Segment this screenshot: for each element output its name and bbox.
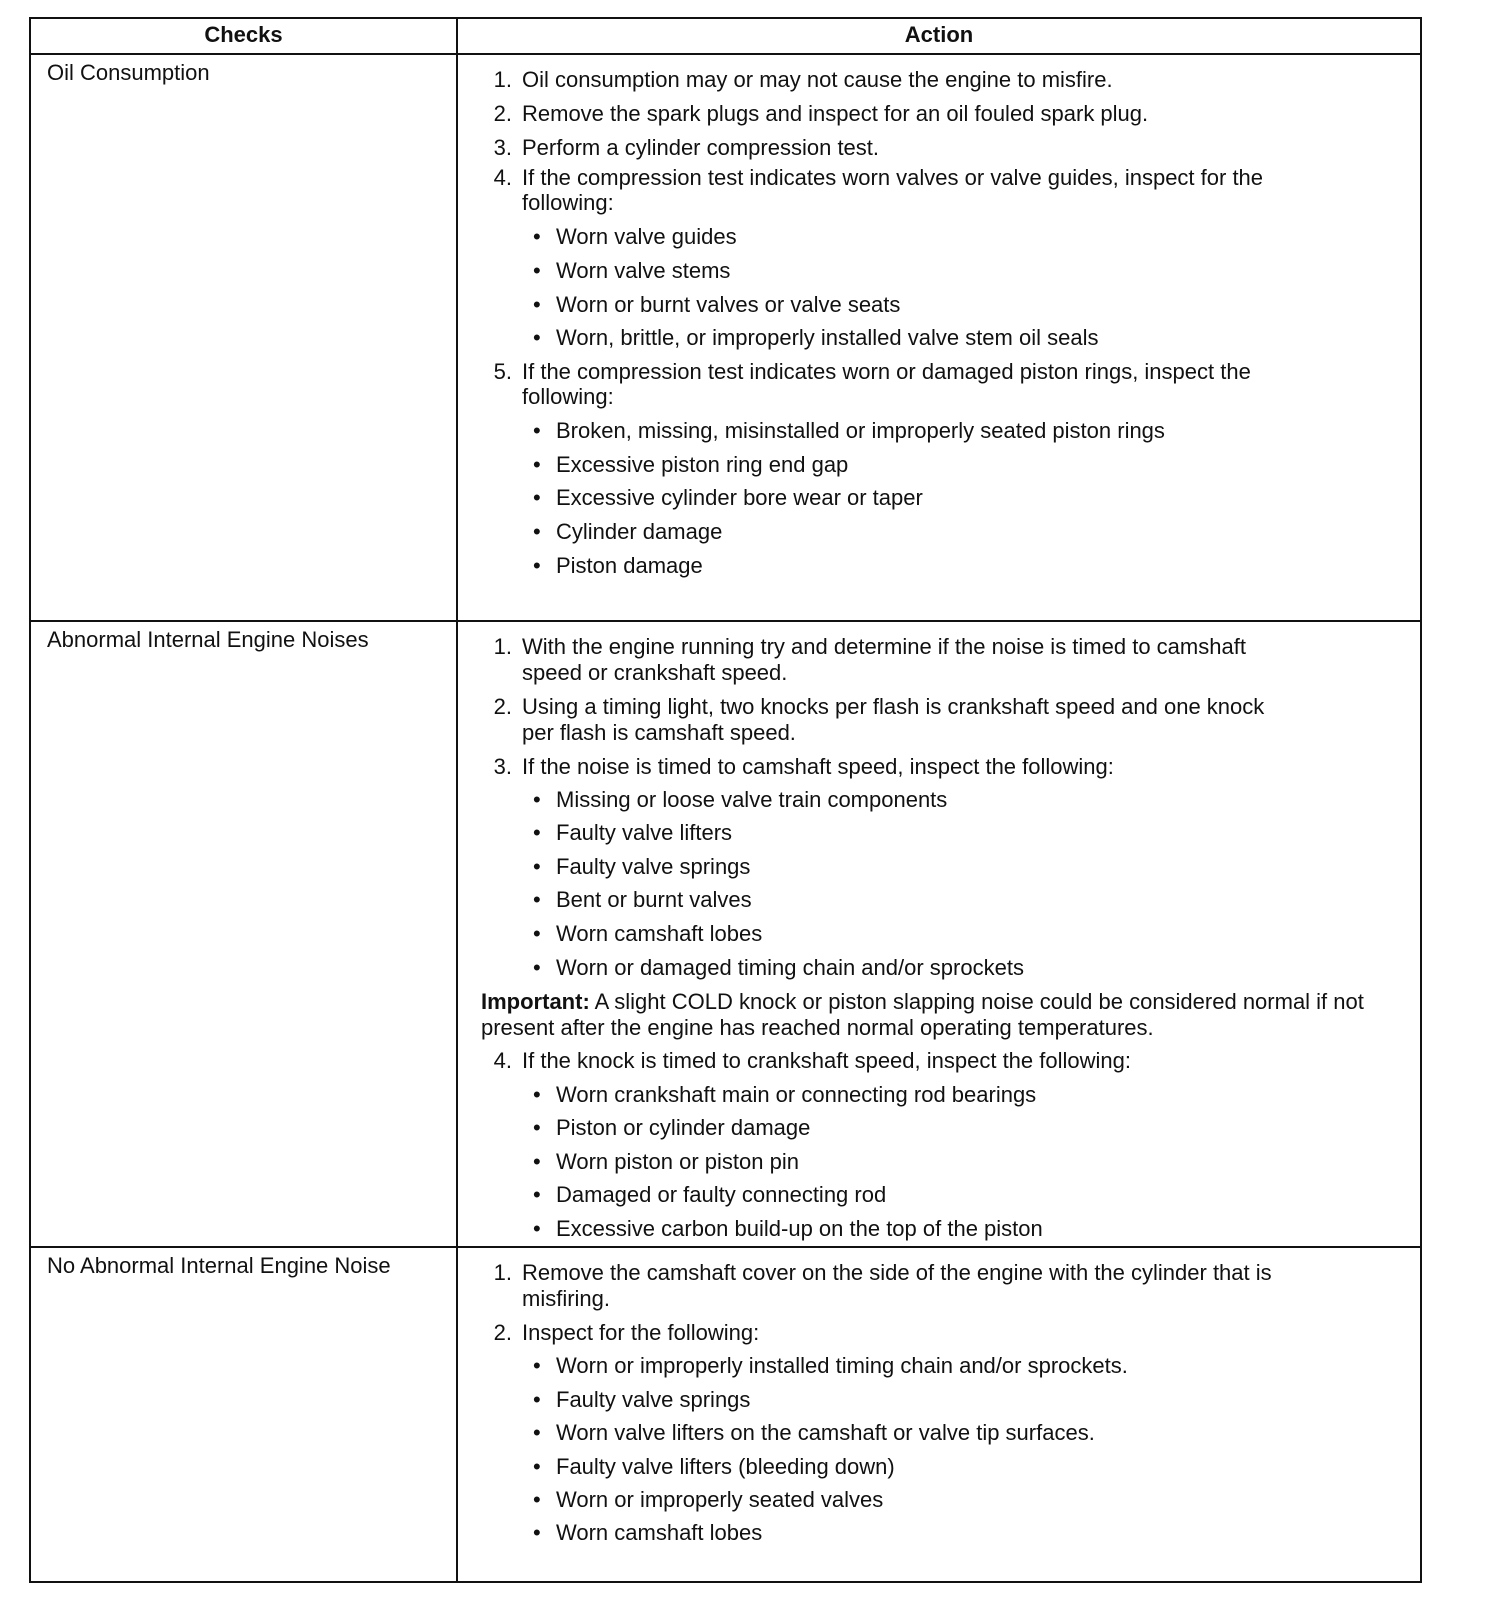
bullet-icon: • [533,820,541,845]
header-checks: Checks [204,22,283,47]
step-text: following: [522,190,614,215]
header-action: Action [904,22,974,47]
important-label: Important: [481,989,590,1014]
bullet-item: Missing or loose valve train components [556,787,948,812]
bullet-icon: • [533,955,541,980]
step-number: 2. [493,1320,512,1345]
step-text: following: [522,384,614,409]
bullet-icon: • [533,452,541,477]
step-text: per flash is camshaft speed. [522,720,796,745]
table-border-left [29,17,31,1583]
bullet-icon: • [533,553,541,578]
step-number: 4. [493,165,512,190]
step-text: If the knock is timed to crankshaft speed, inspect the following: [522,1048,1131,1073]
bullet-item: Faulty valve springs [556,1387,751,1412]
bullet-item: Worn or improperly seated valves [556,1487,884,1512]
bullet-icon: • [533,1216,541,1241]
check-oil-consumption: Oil Consumption [47,60,210,85]
step-number: 2. [493,694,512,719]
row-divider-2 [29,1246,1422,1248]
bullet-item: Worn camshaft lobes [556,921,763,946]
bullet-item: Worn valve stems [556,258,731,283]
bullet-icon: • [533,1115,541,1140]
step-text: speed or crankshaft speed. [522,660,788,685]
bullet-item: Broken, missing, misinstalled or improperly seated piston rings [556,418,1165,443]
bullet-icon: • [533,1387,541,1412]
bullet-icon: • [533,292,541,317]
step-number: 1. [493,1260,512,1285]
bullet-icon: • [533,224,541,249]
step-number: 1. [493,67,512,92]
step-text: If the noise is timed to camshaft speed, inspect the following: [522,754,1114,779]
bullet-icon: • [533,921,541,946]
bullet-item: Damaged or faulty connecting rod [556,1182,887,1207]
bullet-item: Worn camshaft lobes [556,1520,763,1545]
bullet-item: Piston or cylinder damage [556,1115,811,1140]
column-divider [456,17,458,1583]
step-text: Remove the camshaft cover on the side of the engine with the cylinder that is [522,1260,1272,1285]
step-number: 3. [493,754,512,779]
bullet-item: Worn piston or piston pin [556,1149,799,1174]
step-number: 5. [493,359,512,384]
row-divider-1 [29,620,1422,622]
bullet-icon: • [533,787,541,812]
bullet-item: Worn valve guides [556,224,737,249]
bullet-item: Worn, brittle, or improperly installed valve stem oil seals [556,325,1099,350]
bullet-item: Excessive cylinder bore wear or taper [556,485,923,510]
bullet-icon: • [533,485,541,510]
step-text: If the compression test indicates worn valves or valve guides, inspect for the [522,165,1264,190]
bullet-icon: • [533,1353,541,1378]
check-abnormal-noises: Abnormal Internal Engine Noises [47,627,369,652]
bullet-item: Faulty valve lifters (bleeding down) [556,1454,895,1479]
step-text: If the compression test indicates worn or damaged piston rings, inspect the [522,359,1251,384]
bullet-icon: • [533,854,541,879]
step-text: misfiring. [522,1286,611,1311]
bullet-item: Excessive piston ring end gap [556,452,849,477]
bullet-icon: • [533,887,541,912]
bullet-item: Worn or burnt valves or valve seats [556,292,901,317]
important-text: A slight COLD knock or piston slapping noise could be considered normal if not present after the engine has reached normal operating temperatures. [481,989,1364,1040]
table-border-top [29,17,1422,19]
step-number: 1. [493,634,512,659]
bullet-item: Faulty valve springs [556,854,751,879]
bullet-icon: • [533,1487,541,1512]
bullet-item: Worn crankshaft main or connecting rod bearings [556,1082,1037,1107]
important-note [481,989,1401,1041]
bullet-icon: • [533,1420,541,1445]
bullet-item: Bent or burnt valves [556,887,752,912]
step-number: 3. [493,135,512,160]
step-text: Remove the spark plugs and inspect for an oil fouled spark plug. [522,101,1149,126]
header-divider [29,53,1422,55]
table-border-right [1420,17,1422,1583]
bullet-icon: • [533,1082,541,1107]
bullet-icon: • [533,519,541,544]
step-number: 4. [493,1048,512,1073]
bullet-item: Cylinder damage [556,519,723,544]
bullet-icon: • [533,325,541,350]
step-text: Inspect for the following: [522,1320,760,1345]
step-text: Using a timing light, two knocks per flash is crankshaft speed and one knock [522,694,1265,719]
step-text: Oil consumption may or may not cause the engine to misfire. [522,67,1113,92]
bullet-icon: • [533,1454,541,1479]
bullet-item: Piston damage [556,553,703,578]
bullet-icon: • [533,1520,541,1545]
bullet-item: Worn or damaged timing chain and/or sprockets [556,955,1024,980]
table-border-bottom [29,1581,1422,1583]
bullet-item: Excessive carbon build-up on the top of the piston [556,1216,1043,1241]
bullet-icon: • [533,258,541,283]
bullet-icon: • [533,418,541,443]
bullet-item: Worn valve lifters on the camshaft or valve tip surfaces. [556,1420,1095,1445]
bullet-icon: • [533,1182,541,1207]
step-number: 2. [493,101,512,126]
bullet-icon: • [533,1149,541,1174]
step-text: Perform a cylinder compression test. [522,135,880,160]
step-text: With the engine running try and determine if the noise is timed to camshaft [522,634,1246,659]
bullet-item: Worn or improperly installed timing chain and/or sprockets. [556,1353,1128,1378]
bullet-item: Faulty valve lifters [556,820,733,845]
check-no-abnormal-noise: No Abnormal Internal Engine Noise [47,1253,391,1278]
